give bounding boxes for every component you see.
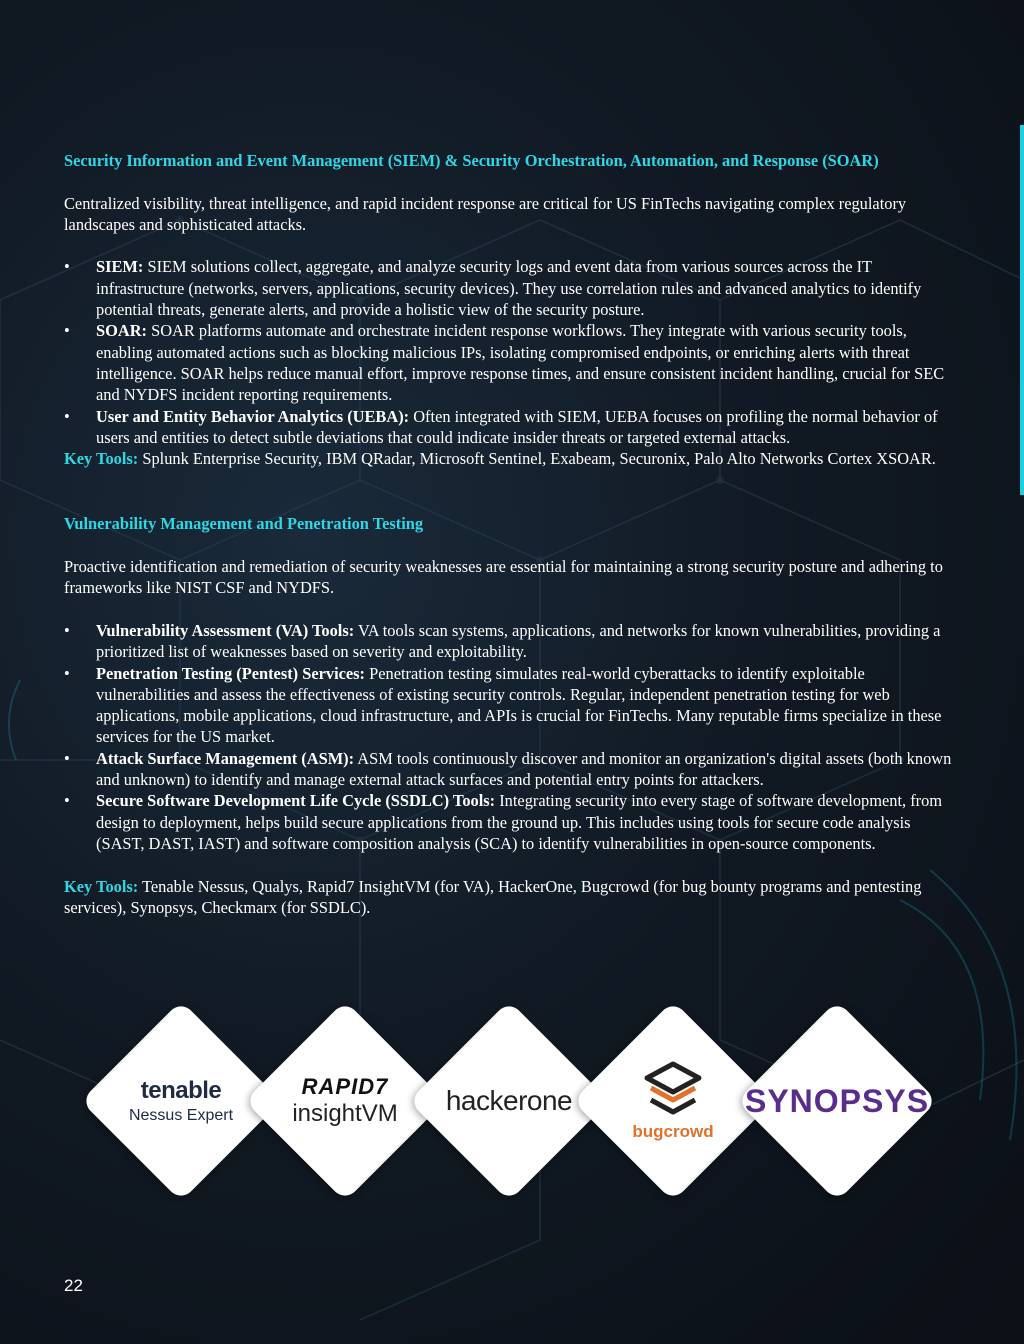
bullet-list — [64, 620, 959, 854]
bullet-text: ASM tools continuously discover and monitor an organization's digital assets (both known and unknown) to identify and manage external attack surfaces and potential entry points for attackers. — [96, 748, 952, 790]
key-tools-label: Key Tools: — [64, 449, 139, 469]
bullet-text: Penetration testing simulates real-world cyberattacks to identify exploitable vulnerabilities and assess the effectiveness of existing security controls. Regular, independent penetration testing for web applications, mobile applications, cloud infrastructure, and APIs is crucial for FinTechs. Many reputable firms specialize in these services for the US market. — [96, 663, 942, 747]
key-tools-paragraph — [64, 448, 959, 469]
edge-accent-bar — [1020, 125, 1024, 495]
list-item — [64, 748, 959, 791]
hackerone-logo-text: hackerone — [445, 1085, 573, 1116]
bullet-term: User and Entity Behavior Analytics (UEBA): — [96, 406, 410, 426]
bugcrowd-stack-icon — [641, 1060, 705, 1120]
bullet-term: Vulnerability Assessment (VA) Tools: — [96, 620, 355, 640]
key-tools-text: Splunk Enterprise Security, IBM QRadar, Microsoft Sentinel, Exabeam, Securonix, Palo Alto Networks Cortex XSOAR. — [138, 449, 936, 469]
vendor-logo-row — [80, 1000, 940, 1202]
bullet-term: Attack Surface Management (ASM): — [96, 748, 355, 768]
tenable-logo-subtext: Nessus Expert — [128, 1107, 234, 1124]
section-intro: Centralized visibility, threat intelligence, and rapid incident response are critical for US FinTechs navigating complex regulatory landscapes and sophisticated attacks. — [64, 193, 907, 234]
rapid7-logo-text: RAPID7 — [301, 1074, 389, 1099]
bullet-term: SOAR: — [96, 321, 147, 341]
bullet-term: Penetration Testing (Pentest) Services: — [96, 663, 366, 683]
list-item — [64, 790, 959, 854]
key-tools-label: Key Tools: — [64, 876, 139, 896]
bullet-text: SOAR platforms automate and orchestrate incident response workflows. They integrate with various security tools, enabling automated actions such as blocking malicious IPs, isolating compromised endpoints, or enriching alerts with threat intelligence. SOAR helps reduce manual effort, improve response times, and ensure consistent incident handling, crucial for SEC and NYDFS incident reporting requirements. — [96, 321, 945, 405]
bullet-text: SIEM solutions collect, aggregate, and analyze security logs and event data from various sources across the IT infrastructure (networks, servers, applications, security devices). They use correlation rules and advanced analytics to identify potential threats, generate alerts, and provide a holistic view of the security posture. — [96, 257, 922, 320]
logo-synopsys — [736, 1000, 938, 1202]
page-content — [64, 150, 959, 918]
bugcrowd-logo-text: bugcrowd — [632, 1122, 714, 1141]
key-tools-text: Tenable Nessus, Qualys, Rapid7 InsightVM (for VA), HackerOne, Bugcrowd (for bug bounty programs and pentesting services), Synopsys, Checkmarx (for SSDLC). — [64, 876, 922, 917]
bullet-list — [64, 256, 959, 448]
section-heading-siem-soar: Security Information and Event Management (SIEM) & Security Orchestration, Automation, and Response (SOAR) — [64, 151, 879, 170]
section-intro: Proactive identification and remediation of security weaknesses are essential for maintaining a strong security posture and adhering to frameworks like NIST CSF and NYDFS. — [64, 557, 943, 598]
synopsys-logo-text: SYNOPSYS — [744, 1082, 930, 1119]
list-item — [64, 620, 959, 663]
bullet-text: VA tools scan systems, applications, and networks for known vulnerabilities, providing a prioritized list of weaknesses based on severity and exploitability. — [96, 620, 941, 662]
bullet-term: Secure Software Development Life Cycle (SSDLC) Tools: — [96, 791, 496, 811]
section-heading-vuln-mgmt: Vulnerability Management and Penetration Testing — [64, 514, 424, 534]
list-item — [64, 663, 959, 748]
page-number: 22 — [64, 1276, 83, 1295]
bullet-text: Often integrated with SIEM, UEBA focuses on profiling the normal behavior of users and entities to detect subtle deviations that could indicate insider threats or targeted external attacks. — [96, 406, 938, 447]
list-item — [64, 406, 959, 449]
tenable-logo-text: tenable — [140, 1077, 222, 1104]
bullet-term: SIEM: — [96, 257, 144, 277]
list-item — [64, 256, 959, 320]
key-tools-paragraph — [64, 876, 959, 919]
list-item — [64, 320, 959, 405]
bullet-text: Integrating security into every stage of software development, from design to deployment, helps build secure applications from the ground up. This includes using tools for secure code analysis (SAST, DAST, IAST) and software composition analysis (SCA) to identify vulnerabilities in open-source components. — [96, 791, 943, 853]
rapid7-logo-subtext: insightVM — [292, 1100, 398, 1127]
